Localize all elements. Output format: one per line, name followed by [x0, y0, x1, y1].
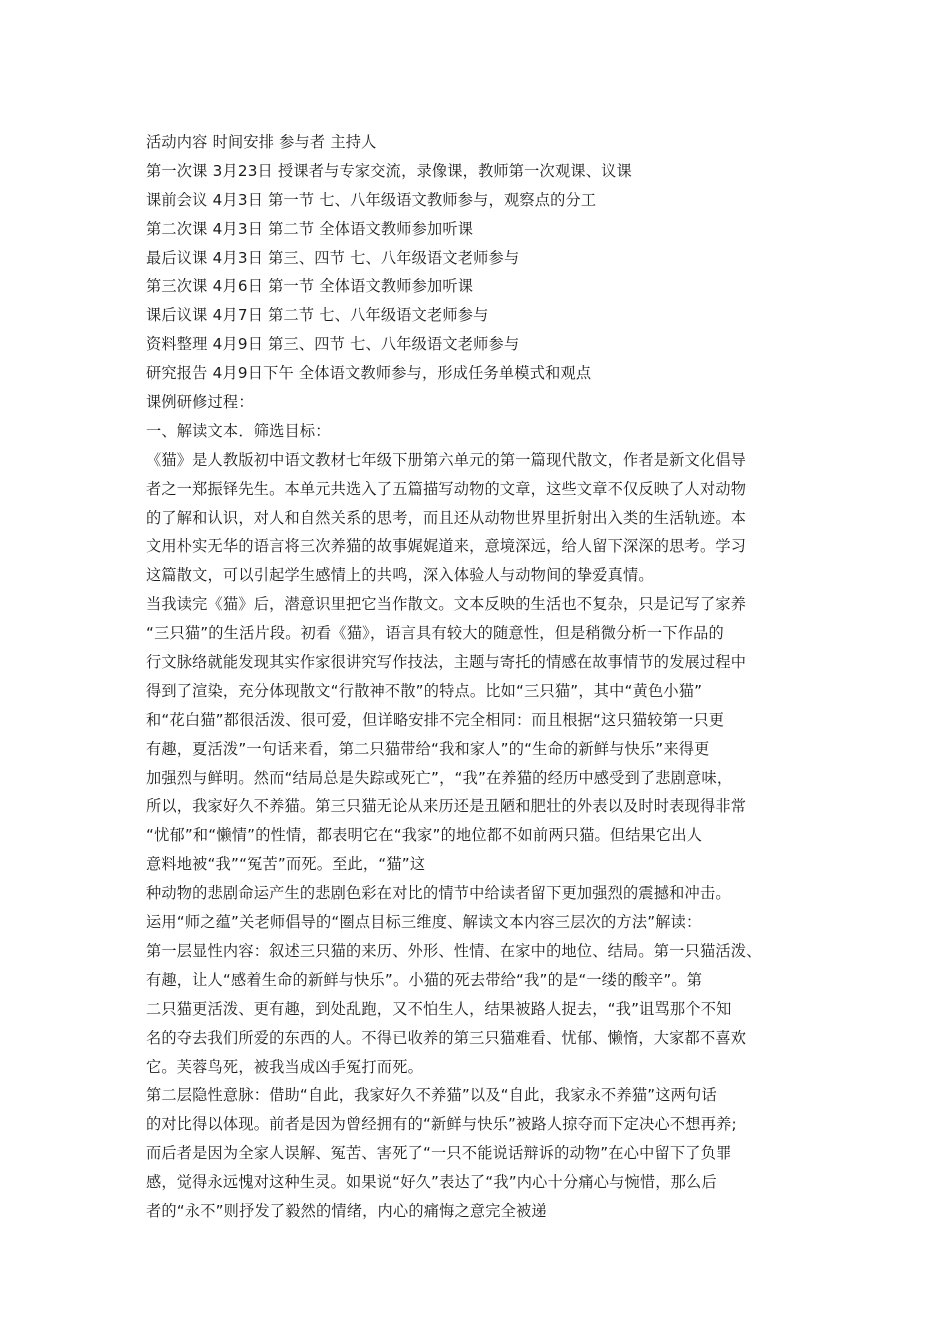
- text-line: 感，觉得永远愧对这种生灵。如果说“好久”表达了“我”内心十分痛心与惋惜，那么后: [146, 1173, 717, 1192]
- text-line: 种动物的悲剧命运产生的悲剧色彩在对比的情节中给读者留下更加强烈的震撼和冲击。: [146, 884, 731, 903]
- text-line: 和“花白猫”都很活泼、很可爱，但详略安排不完全相同：而且根据“这只猫较第一只更: [146, 710, 725, 729]
- text-line: 它。芙蓉鸟死，被我当成凶手冤打而死。: [146, 1057, 423, 1076]
- text-line: 名的夺去我们所爱的东西的人。不得已收养的第三只猫难看、忧郁、懒惰，大家都不喜欢: [146, 1028, 747, 1047]
- text-line: 第一层显性内容：叙述三只猫的来历、外形、性情、在家中的地位、结局。第一只猫活泼、: [146, 941, 762, 960]
- text-line: 第二层隐性意脉：借助“自此，我家好久不养猫”以及“自此，我家永不养猫”这两句话: [146, 1086, 717, 1105]
- text-line: 的了解和认识，对人和自然关系的思考，而且还从动物世界里折射出入类的生活轨迹。本: [146, 508, 747, 527]
- document-body: [146, 128, 816, 1226]
- text-line: 文用朴实无华的语言将三次养猫的故事娓娓道来，意境深远，给人留下深深的思考。学习: [146, 537, 747, 556]
- section-title: 一、解读文本．筛选目标：: [146, 421, 331, 440]
- text-line: 有趣，让人“感着生命的新鲜与快乐”。小猫的死去带给“我”的是“一缕的酸辛”。第: [146, 970, 703, 989]
- text-line: 加强烈与鲜明。然而“结局总是失踪或死亡”，“我”在养猫的经历中感受到了悲剧意味，: [146, 768, 733, 787]
- text-line: 这篇散文，可以引起学生感情上的共鸣，深入体验人与动物间的挚爱真情。: [146, 566, 654, 585]
- process-heading: 课例研修过程：: [146, 393, 254, 412]
- schedule-row: 课后议课 4月7日 第二节 七、八年级语文老师参与: [146, 306, 489, 325]
- text-line: “忧郁”和“懒情”的性情，都表明它在“我家”的地位都不如前两只猫。但结果它出人: [146, 826, 703, 845]
- schedule-row: 第一次课 3月23日 授课者与专家交流，录像课，教师第一次观课、议课: [146, 161, 632, 180]
- schedule-row: 最后议课 4月3日 第三、四节 七、八年级语文老师参与: [146, 248, 520, 267]
- text-line: 所以，我家好久不养猫。第三只猫无论从来历还是丑陋和肥壮的外表以及时时表现得非常: [146, 797, 747, 816]
- text-line: 得到了渲染，充分体现散文“行散神不散”的特点。比如“三只猫”，其中“黄色小猫”: [146, 681, 703, 700]
- text-line: 行文脉络就能发现其实作家很讲究写作技法，主题与寄托的情感在故事情节的发展过程中: [146, 653, 747, 672]
- text-line: 运用“师之蕴”关老师倡导的“圈点目标三维度、解读文本内容三层次的方法”解读：: [146, 913, 702, 932]
- schedule-header: 活动内容 时间安排 参与者 主持人: [146, 133, 377, 151]
- schedule-row: 资料整理 4月9日 第三、四节 七、八年级语文老师参与: [146, 335, 520, 354]
- text-line: 有趣，夏活泼”一句话来看，第二只猫带给“我和家人”的“生命的新鲜与快乐”来得更: [146, 739, 710, 758]
- text-line: 者的“永不”则抒发了毅然的情绪，内心的痛悔之意完全被递: [146, 1201, 547, 1220]
- text-line: 二只猫更活泼、更有趣，到处乱跑，又不怕生人，结果被路人捉去，“我”诅骂那个不知: [146, 999, 732, 1018]
- schedule-row: 第三次课 4月6日 第一节 全体语文教师参加听课: [146, 277, 474, 296]
- text-line: 而后者是因为全家人误解、冤苦、害死了“一只不能说话辩诉的动物”在心中留下了负罪: [146, 1144, 732, 1163]
- schedule-row: 课前会议 4月3日 第一节 七、八年级语文教师参与，观察点的分工: [146, 190, 597, 209]
- schedule-row: 第二次课 4月3日 第二节 全体语文教师参加听课: [146, 219, 474, 238]
- text-line: 者之一郑振铎先生。本单元共选入了五篇描写动物的文章，这些文章不仅反映了人对动物: [146, 479, 747, 498]
- text-line: “三只猫”的生活片段。初看《猫》，语言具有较大的随意性，但是稍微分析一下作品的: [146, 624, 724, 643]
- schedule-row: 研究报告 4月9日下午 全体语文教师参与，形成任务单模式和观点: [146, 364, 592, 383]
- text-line: 意料地被“我”“冤苦”而死。至此，“猫”这: [146, 855, 426, 874]
- text-line: 当我读完《猫》后，潜意识里把它当作散文。文本反映的生活也不复杂，只是记写了家养: [146, 595, 747, 614]
- text-line: 《猫》是人教版初中语文教材七年级下册第六单元的第一篇现代散文，作者是新文化倡导: [146, 450, 747, 469]
- text-line: 的对比得以体现。前者是因为曾经拥有的“新鲜与快乐”被路人掠夺而下定决心不想再养;: [146, 1115, 737, 1134]
